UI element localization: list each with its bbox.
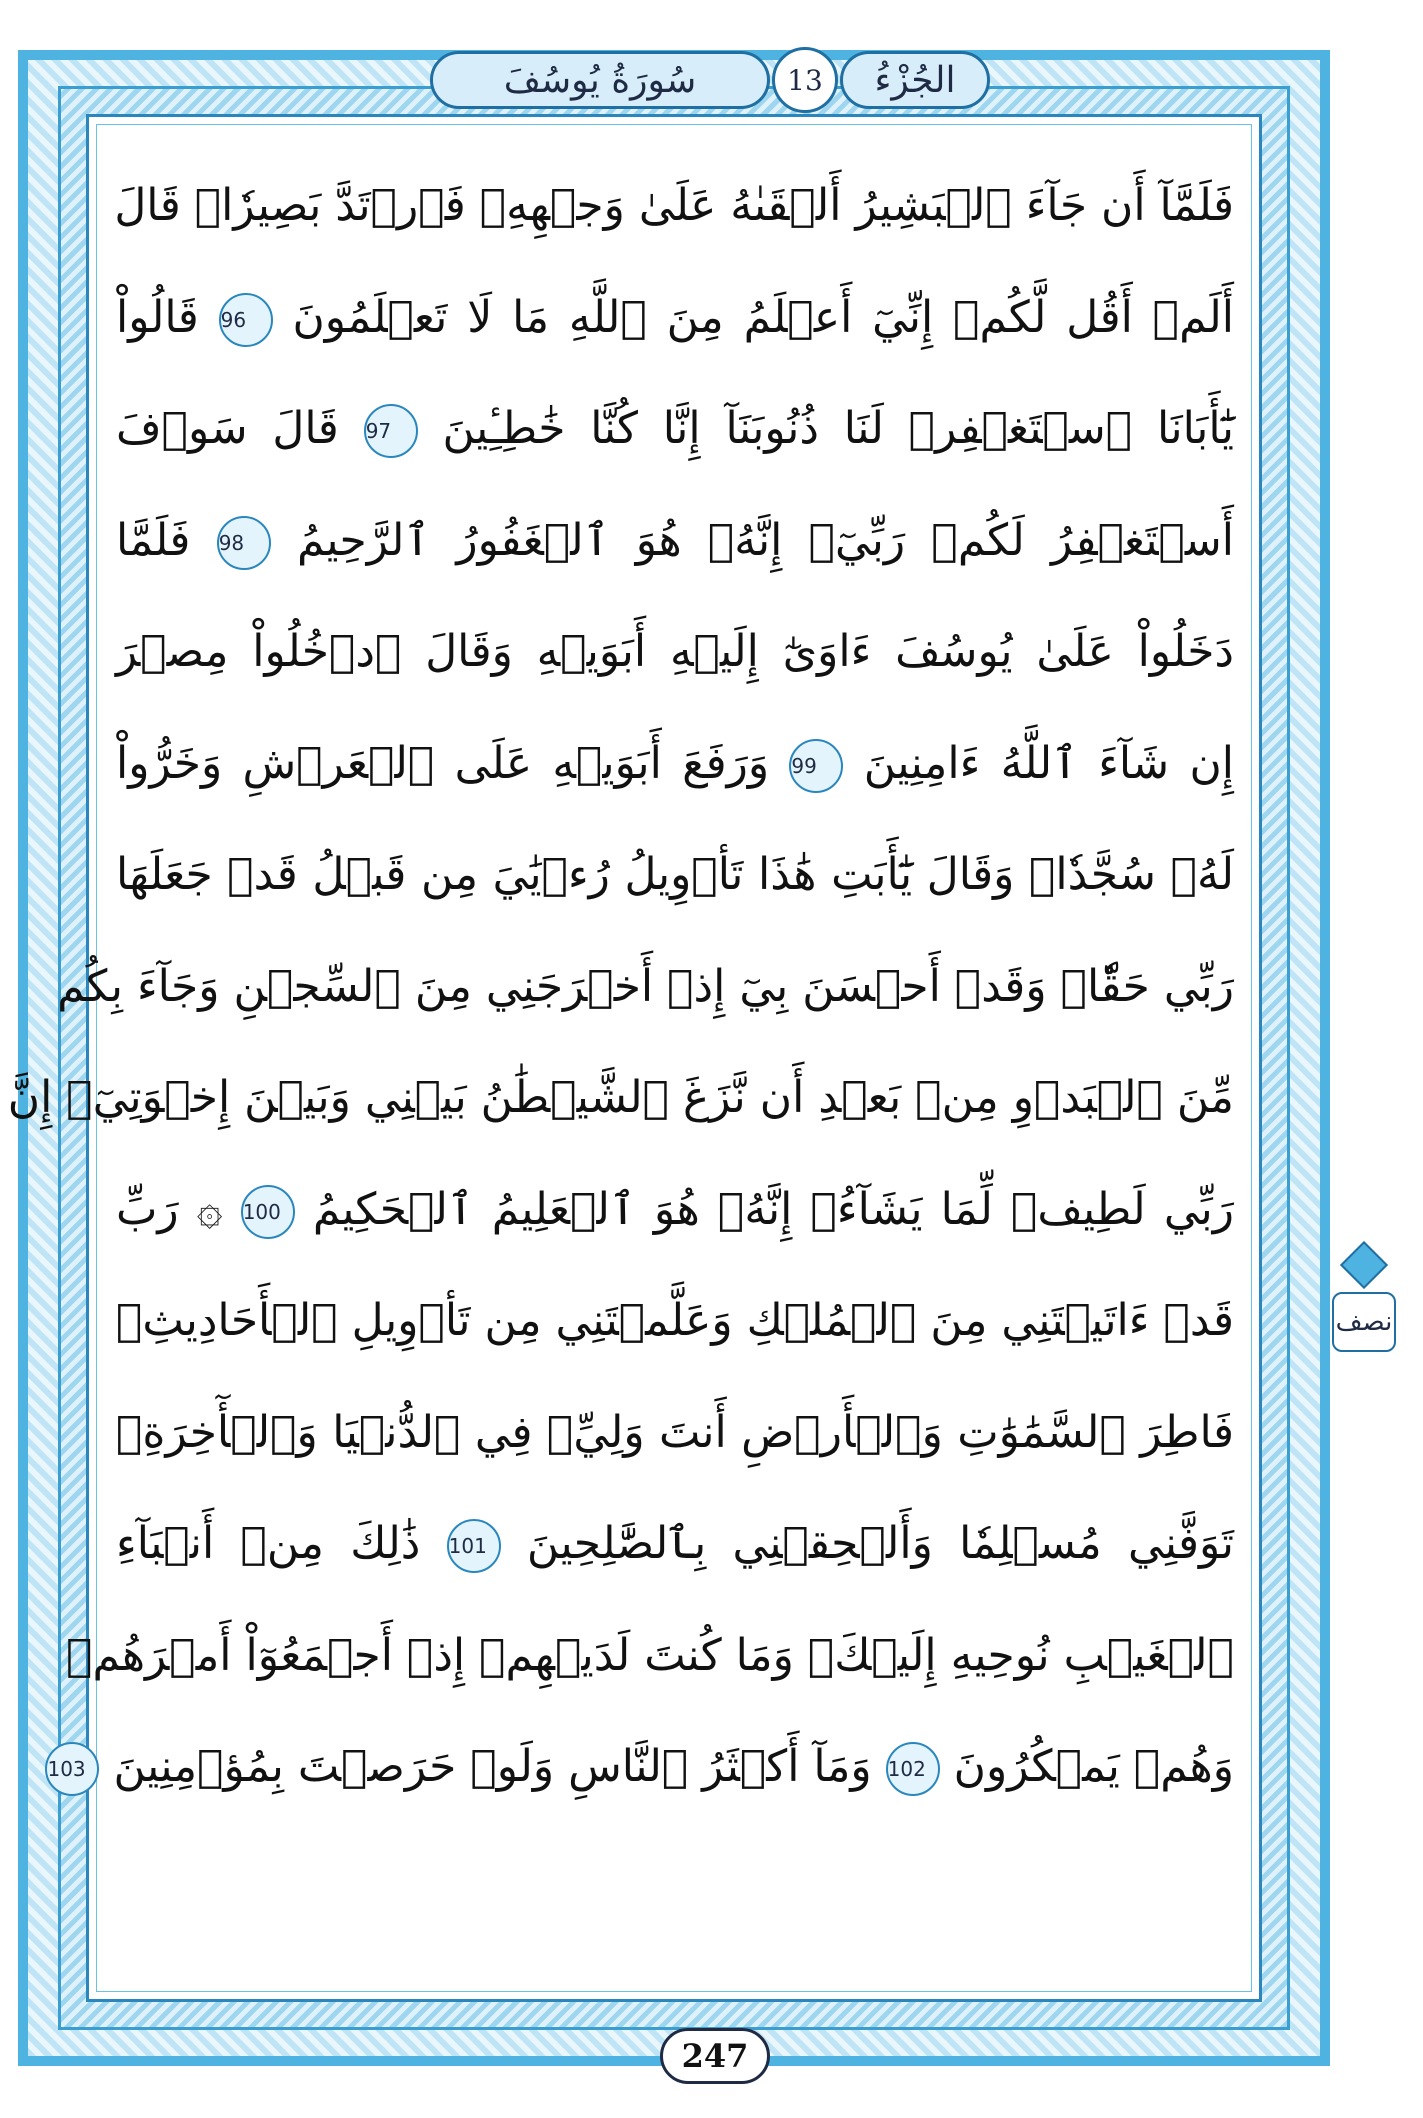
verse-line xyxy=(116,708,1234,820)
verse-text: إِن شَآءَ ٱللَّهُ ءَامِنِينَ xyxy=(863,737,1235,789)
verse-text-continued: وَرَفَعَ أَبَوَيۡهِ عَلَى ٱلۡعَرۡشِ وَخَرُّواْ xyxy=(116,737,770,789)
verse-text-continued: قَالُواْ xyxy=(116,291,199,343)
verse-text-continued: قَالَ سَوۡفَ xyxy=(116,403,339,454)
verse-text: مِّنَ ٱلۡبَدۡوِ مِنۢ بَعۡدِ أَن نَّزَغَ ٱلشَّيۡطَٰنُ بَيۡنِي وَبَيۡنَ إِخۡوَتِيٓۚ إِنَّ xyxy=(7,1072,1234,1123)
ayah-number-marker: 101 xyxy=(447,1519,501,1573)
verse-line xyxy=(116,373,1234,485)
verse-line xyxy=(116,819,1234,931)
page-number: 247 xyxy=(660,2028,770,2084)
verse-text: فَلَمَّآ أَن جَآءَ ٱلۡبَشِيرُ أَلۡقَىٰهُ عَلَىٰ وَجۡهِهِۦ فَٱرۡتَدَّ بَصِيرٗاۖ قَالَ xyxy=(114,180,1234,231)
ayah-number-marker: 96 xyxy=(219,293,273,347)
verse-line xyxy=(116,1377,1234,1489)
verse-text: تَوَفَّنِي مُسۡلِمٗا وَأَلۡحِقۡنِي بِٱلصَّٰلِحِينَ xyxy=(526,1518,1234,1569)
verse-line xyxy=(116,1265,1234,1377)
surah-name-cartouche xyxy=(430,51,770,109)
ayah-number-marker: 103 xyxy=(45,1742,99,1796)
verse-text-continued: وَمَآ أَكۡثَرُ ٱلنَّاسِ وَلَوۡ حَرَصۡتَ بِمُؤۡمِنِينَ xyxy=(113,1741,872,1792)
verse-text: رَبِّي لَطِيفٞ لِّمَا يَشَآءُۚ إِنَّهُۥ هُوَ ٱلۡعَلِيمُ ٱلۡحَكِيمُ xyxy=(312,1183,1234,1235)
ayah-number-marker: 100 xyxy=(241,1185,295,1239)
verse-text: وَهُمۡ يَمۡكُرُونَ xyxy=(953,1741,1234,1792)
juz-number-badge: 13 xyxy=(772,47,838,113)
verse-text-continued: ذَٰلِكَ مِنۡ أَنۢبَآءِ xyxy=(116,1518,421,1569)
hizb-marker xyxy=(1330,1244,1398,1354)
verse-text: أَلَمۡ أَقُل لَّكُمۡ إِنِّيٓ أَعۡلَمُ مِنَ ٱللَّهِ مَا لَا تَعۡلَمُونَ xyxy=(292,291,1234,343)
ayah-number-marker: 102 xyxy=(886,1742,940,1796)
verse-text-continued: ۞ رَبِّ xyxy=(116,1183,223,1235)
quran-text-block xyxy=(7,150,1235,1950)
ayah-number-marker: 99 xyxy=(789,739,843,793)
verse-line xyxy=(116,485,1234,597)
verse-text: لَهُۥ سُجَّدٗاۖ وَقَالَ يَٰٓأَبَتِ هَٰذَا تَأۡوِيلُ رُءۡيَٰيَ مِن قَبۡلُ قَدۡ جَعَلَهَا xyxy=(116,849,1234,900)
verse-text-continued: فَلَمَّا xyxy=(116,514,191,566)
ornament-icon xyxy=(1340,1241,1388,1289)
verse-line xyxy=(57,931,1234,1043)
hizb-marker-label: نصف xyxy=(1332,1292,1396,1352)
verse-line xyxy=(116,596,1234,708)
verse-line xyxy=(7,1042,1234,1154)
verse-text: ٱلۡغَيۡبِ نُوحِيهِ إِلَيۡكَۖ وَمَا كُنتَ لَدَيۡهِمۡ إِذۡ أَجۡمَعُوٓاْ أَمۡرَهُمۡ xyxy=(66,1629,1234,1681)
verse-line xyxy=(116,150,1234,262)
verse-line xyxy=(47,1711,1234,1823)
juz-label: الجُزْءُ xyxy=(874,59,956,101)
verse-line xyxy=(116,1154,1234,1266)
verse-text: فَاطِرَ ٱلسَّمَٰوَٰتِ وَٱلۡأَرۡضِ أَنتَ وَلِيِّۦ فِي ٱلدُّنۡيَا وَٱلۡأٓخِرَةِۖ xyxy=(116,1406,1234,1458)
verse-line xyxy=(116,262,1234,374)
verse-line xyxy=(66,1600,1234,1712)
verse-text: أَسۡتَغۡفِرُ لَكُمۡ رَبِّيٓۖ إِنَّهُۥ هُوَ ٱلۡغَفُورُ ٱلرَّحِيمُ xyxy=(296,514,1234,566)
ayah-number-marker: 98 xyxy=(217,516,271,570)
verse-text: رَبِّي حَقّٗاۖ وَقَدۡ أَحۡسَنَ بِيٓ إِذۡ أَخۡرَجَنِي مِنَ ٱلسِّجۡنِ وَجَآءَ بِكُم xyxy=(57,960,1234,1012)
page-header xyxy=(430,38,990,122)
verse-text: دَخَلُواْ عَلَىٰ يُوسُفَ ءَاوَىٰٓ إِلَيۡهِ أَبَوَيۡهِ وَقَالَ ٱدۡخُلُواْ مِصۡرَ xyxy=(116,626,1234,677)
verse-text: قَدۡ ءَاتَيۡتَنِي مِنَ ٱلۡمُلۡكِ وَعَلَّمۡتَنِي مِن تَأۡوِيلِ ٱلۡأَحَادِيثِۚ xyxy=(115,1295,1234,1346)
verse-text: يَٰٓأَبَانَا ٱسۡتَغۡفِرۡ لَنَا ذُنُوبَنَآ إِنَّا كُنَّا خَٰطِـِٔينَ xyxy=(442,403,1234,454)
juz-label-cartouche xyxy=(840,51,990,109)
surah-name: سُورَةُ يُوسُفَ xyxy=(503,59,697,101)
ayah-number-marker: 97 xyxy=(364,404,418,458)
verse-line xyxy=(116,1488,1234,1600)
